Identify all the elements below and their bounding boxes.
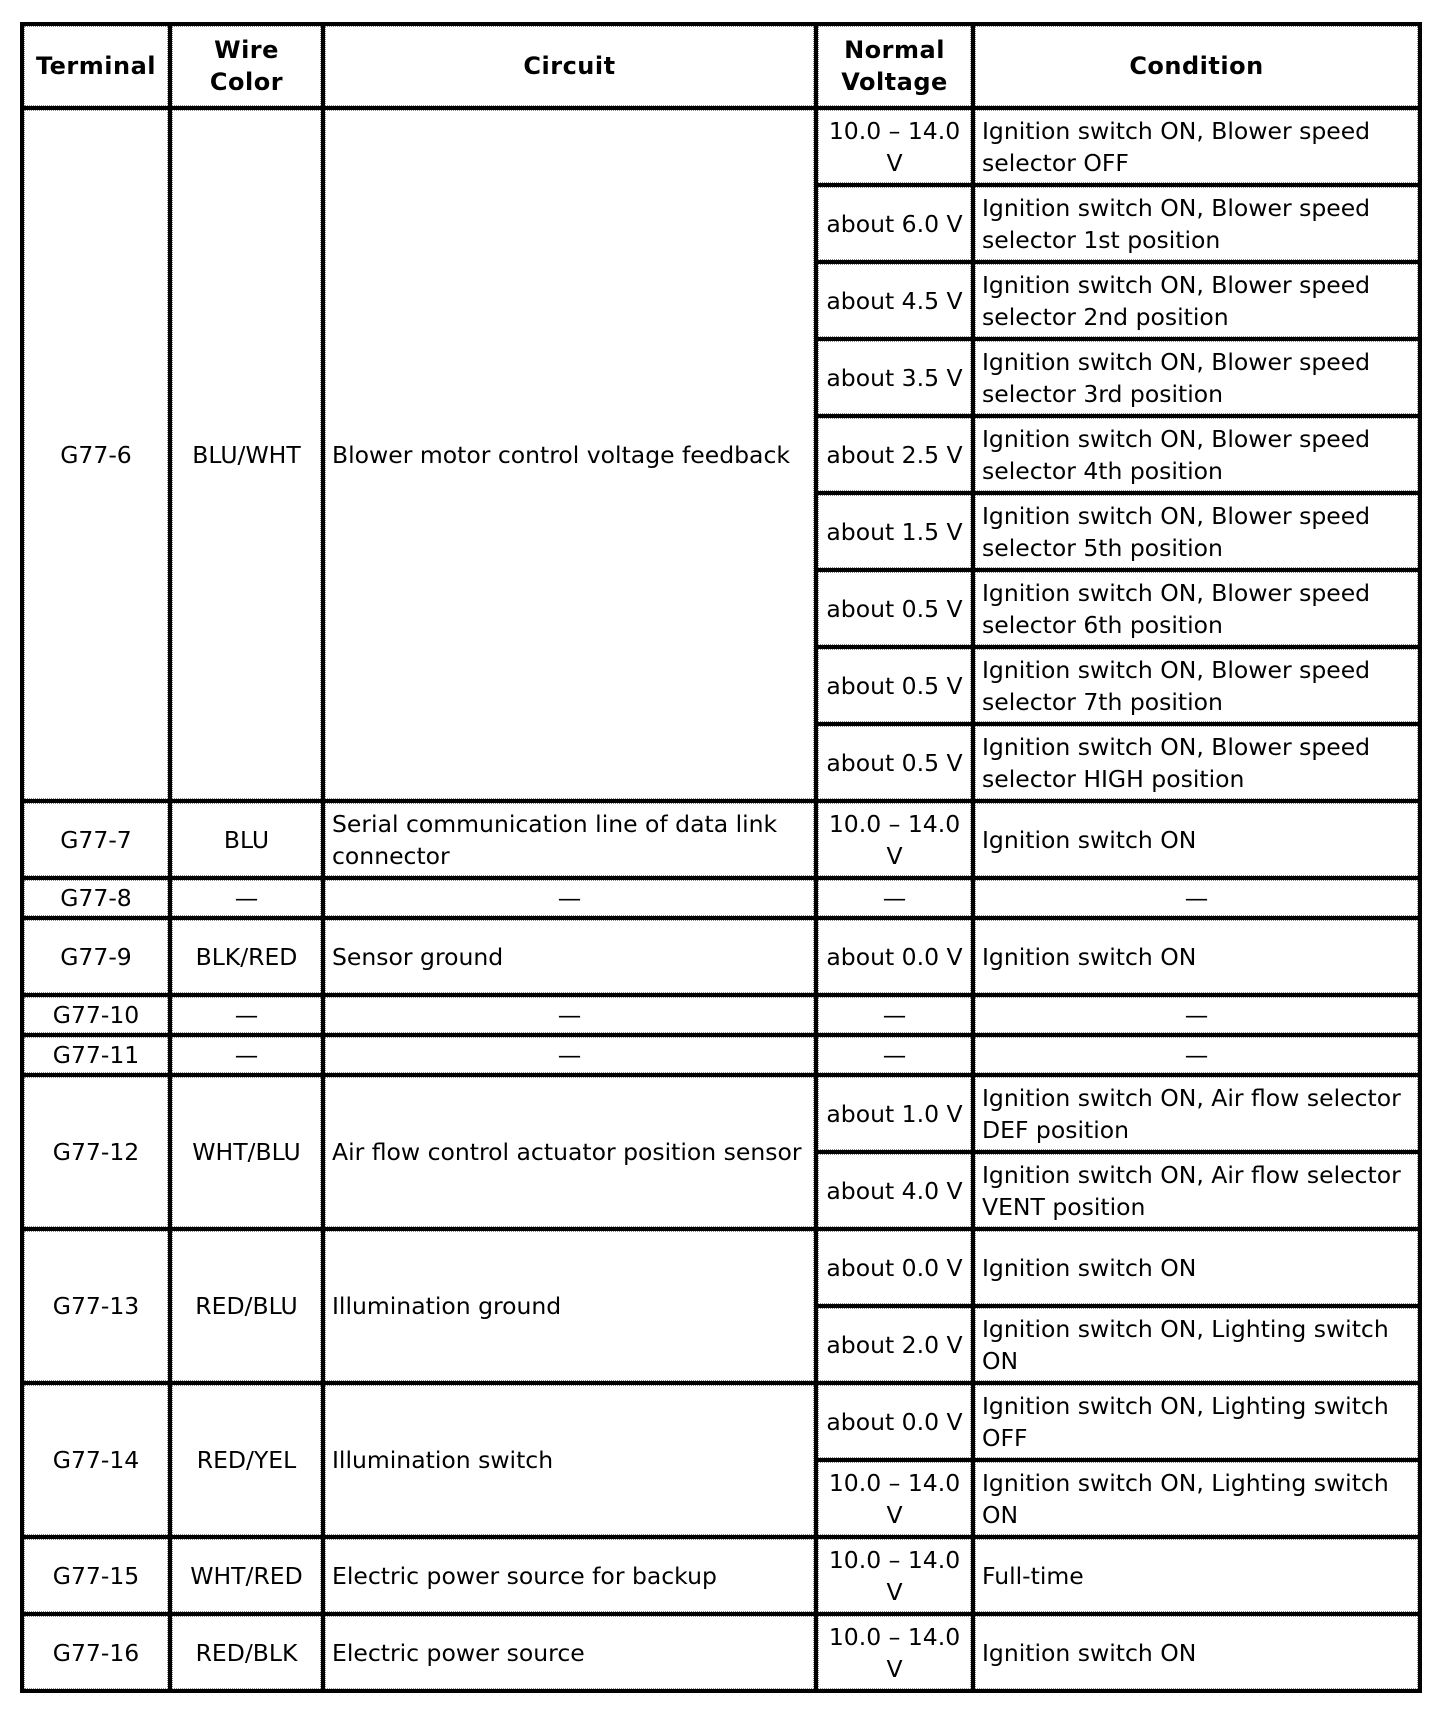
wire-color-cell: RED/BLU [170, 1229, 323, 1383]
terminal-cell: G77-12 [22, 1075, 170, 1229]
table-row [22, 1614, 1420, 1691]
terminal-cell: G77-16 [22, 1614, 170, 1691]
condition-cell: — [973, 878, 1420, 918]
condition-cell: — [973, 1035, 1420, 1075]
condition-cell: Ignition switch ON [973, 1229, 1420, 1306]
normal-voltage-cell: about 4.5 V [816, 262, 973, 339]
condition-cell: — [973, 995, 1420, 1035]
wire-color-cell: WHT/BLU [170, 1075, 323, 1229]
wire-color-cell: — [170, 1035, 323, 1075]
header-row [22, 24, 1420, 108]
circuit-cell: — [323, 878, 816, 918]
normal-voltage-cell: about 0.5 V [816, 724, 973, 801]
table-row [22, 995, 1420, 1035]
condition-cell: Ignition switch ON, Blower speed selector 2nd position [973, 262, 1420, 339]
circuit-cell: Illumination switch [323, 1383, 816, 1537]
circuit-cell: Air flow control actuator position sensor [323, 1075, 816, 1229]
condition-cell: Full-time [973, 1537, 1420, 1614]
terminal-cell: G77-15 [22, 1537, 170, 1614]
wire-color-cell: BLU [170, 801, 323, 878]
normal-voltage-cell: about 3.5 V [816, 339, 973, 416]
condition-cell: Ignition switch ON, Lighting switch ON [973, 1306, 1420, 1383]
normal-voltage-cell: 10.0 – 14.0 V [816, 108, 973, 185]
terminal-cell: G77-7 [22, 801, 170, 878]
terminal-cell: G77-14 [22, 1383, 170, 1537]
wire-color-cell: WHT/RED [170, 1537, 323, 1614]
terminal-cell: G77-13 [22, 1229, 170, 1383]
terminal-cell: G77-8 [22, 878, 170, 918]
condition-cell: Ignition switch ON [973, 918, 1420, 995]
condition-cell: Ignition switch ON, Blower speed selector 1st position [973, 185, 1420, 262]
condition-cell: Ignition switch ON, Blower speed selector 7th position [973, 647, 1420, 724]
normal-voltage-cell: about 0.0 V [816, 1229, 973, 1306]
terminal-cell: G77-10 [22, 995, 170, 1035]
normal-voltage-cell: about 2.0 V [816, 1306, 973, 1383]
condition-cell: Ignition switch ON, Blower speed selector 3rd position [973, 339, 1420, 416]
condition-cell: Ignition switch ON [973, 1614, 1420, 1691]
table-row [22, 918, 1420, 995]
circuit-cell: Blower motor control voltage feedback [323, 108, 816, 801]
normal-voltage-cell: about 0.0 V [816, 918, 973, 995]
normal-voltage-cell: about 2.5 V [816, 416, 973, 493]
normal-voltage-cell: — [816, 1035, 973, 1075]
wire-color-cell: RED/BLK [170, 1614, 323, 1691]
normal-voltage-cell: 10.0 – 14.0 V [816, 1614, 973, 1691]
wire-color-cell: — [170, 878, 323, 918]
condition-cell: Ignition switch ON [973, 801, 1420, 878]
normal-voltage-cell: 10.0 – 14.0 V [816, 1460, 973, 1537]
condition-cell: Ignition switch ON, Blower speed selector HIGH position [973, 724, 1420, 801]
condition-cell: Ignition switch ON, Blower speed selector OFF [973, 108, 1420, 185]
wire-color-cell: BLU/WHT [170, 108, 323, 801]
header-terminal: Terminal [22, 24, 170, 108]
table-row [22, 1075, 1420, 1152]
circuit-cell: — [323, 1035, 816, 1075]
table-row [22, 1537, 1420, 1614]
wire-color-cell: BLK/RED [170, 918, 323, 995]
normal-voltage-cell: — [816, 878, 973, 918]
circuit-cell: Sensor ground [323, 918, 816, 995]
table-row [22, 1383, 1420, 1460]
circuit-cell: Illumination ground [323, 1229, 816, 1383]
normal-voltage-cell: about 0.0 V [816, 1383, 973, 1460]
condition-cell: Ignition switch ON, Lighting switch ON [973, 1460, 1420, 1537]
condition-cell: Ignition switch ON, Air flow selector DEF position [973, 1075, 1420, 1152]
normal-voltage-cell: about 1.0 V [816, 1075, 973, 1152]
wire-color-cell: — [170, 995, 323, 1035]
header-circuit: Circuit [323, 24, 816, 108]
table-row [22, 878, 1420, 918]
header-normal-voltage: Normal Voltage [816, 24, 973, 108]
circuit-cell: — [323, 995, 816, 1035]
normal-voltage-cell: 10.0 – 14.0 V [816, 801, 973, 878]
condition-cell: Ignition switch ON, Air flow selector VENT position [973, 1152, 1420, 1229]
wire-color-cell: RED/YEL [170, 1383, 323, 1537]
header-condition: Condition [973, 24, 1420, 108]
table-row [22, 1229, 1420, 1306]
header-wire-color: Wire Color [170, 24, 323, 108]
normal-voltage-cell: 10.0 – 14.0 V [816, 1537, 973, 1614]
normal-voltage-cell: about 0.5 V [816, 570, 973, 647]
table-row [22, 108, 1420, 185]
table-row [22, 1035, 1420, 1075]
normal-voltage-cell: about 4.0 V [816, 1152, 973, 1229]
normal-voltage-cell: about 1.5 V [816, 493, 973, 570]
circuit-cell: Electric power source for backup [323, 1537, 816, 1614]
terminal-cell: G77-9 [22, 918, 170, 995]
condition-cell: Ignition switch ON, Blower speed selector 4th position [973, 416, 1420, 493]
table-row [22, 801, 1420, 878]
terminal-cell: G77-6 [22, 108, 170, 801]
circuit-cell: Electric power source [323, 1614, 816, 1691]
circuit-cell: Serial communication line of data link connector [323, 801, 816, 878]
terminal-voltage-table [20, 22, 1422, 1693]
condition-cell: Ignition switch ON, Blower speed selector 5th position [973, 493, 1420, 570]
normal-voltage-cell: about 0.5 V [816, 647, 973, 724]
condition-cell: Ignition switch ON, Lighting switch OFF [973, 1383, 1420, 1460]
terminal-cell: G77-11 [22, 1035, 170, 1075]
condition-cell: Ignition switch ON, Blower speed selector 6th position [973, 570, 1420, 647]
normal-voltage-cell: — [816, 995, 973, 1035]
normal-voltage-cell: about 6.0 V [816, 185, 973, 262]
